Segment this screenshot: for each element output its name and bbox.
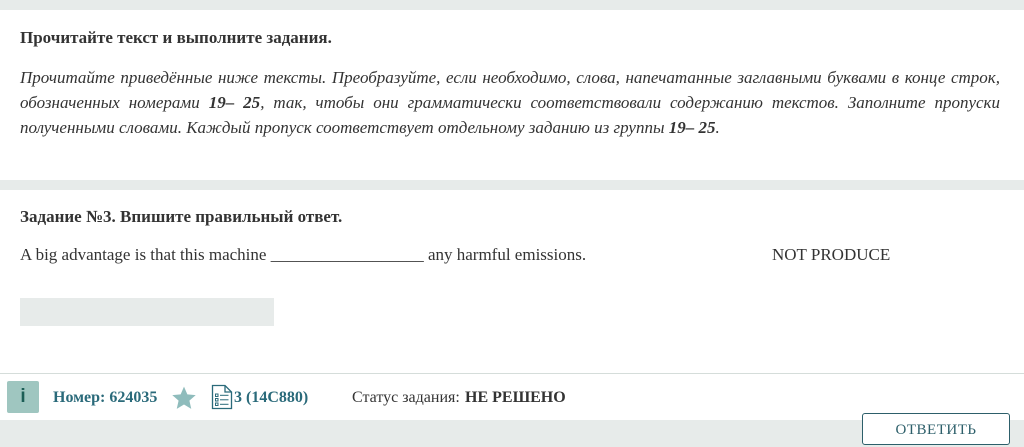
task-id-link[interactable]: 3 (14C880) — [234, 389, 309, 406]
status-value: НЕ РЕШЕНО — [465, 389, 566, 406]
answer-input[interactable] — [20, 298, 274, 326]
instructions-part: . — [715, 118, 720, 137]
instructions-range: 19– 25 — [668, 118, 716, 137]
instructions-part: , так, чтобы они грамматически соответствовали содержанию текстов. Заполните пропуски полученными словами. Каждый пропуск соответствует отдельному заданию из группы — [20, 93, 1000, 137]
star-icon[interactable] — [171, 385, 197, 411]
task-number: Номер: 624035 — [53, 389, 158, 406]
task-sentence: A big advantage is that this machine __________________ any harmful emissions. — [20, 245, 587, 264]
task-keyword: NOT PRODUCE — [772, 245, 891, 264]
instructions-text — [20, 65, 1000, 140]
section-title: Прочитайте текст и выполните задания. — [20, 28, 332, 47]
status-label: Статус задания: — [352, 389, 460, 406]
instructions-range: 19– 25 — [208, 93, 261, 112]
instructions-part: Прочитайте приведённые ниже тексты. Преобразуйте, если необходимо, слова, напечатанные заглавными буквами в конце строк, обозначенных номерами — [20, 68, 1000, 112]
submit-button[interactable]: ОТВЕТИТЬ — [862, 413, 1010, 445]
task-title: Задание №3. Впишите правильный ответ. — [20, 207, 343, 226]
document-list-icon[interactable] — [211, 384, 233, 410]
instructions-card — [0, 10, 1024, 180]
task-card — [0, 190, 1024, 373]
info-icon[interactable]: i — [7, 381, 39, 413]
